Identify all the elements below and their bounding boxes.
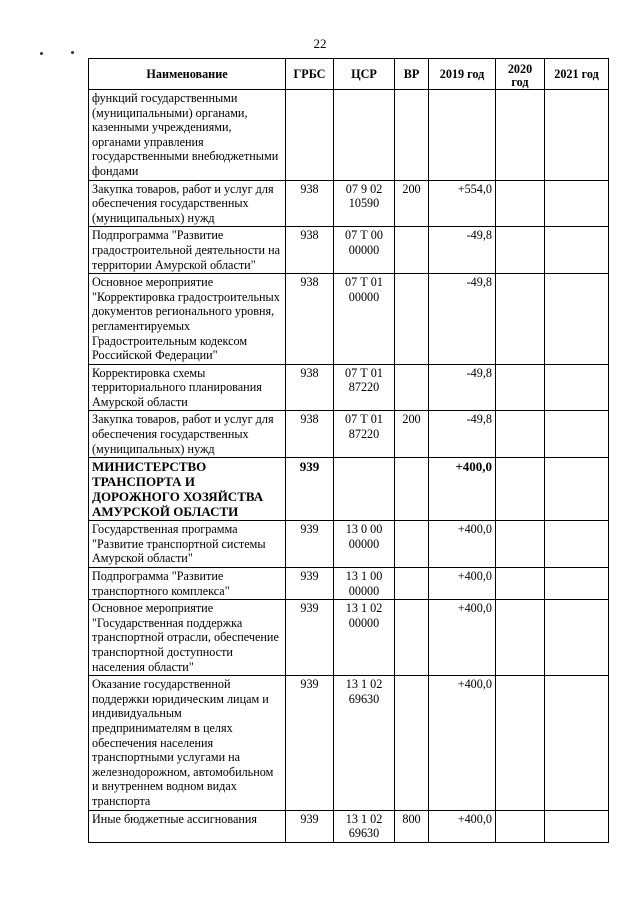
cell-2020 <box>496 90 545 181</box>
cell-grbs: 938 <box>286 364 334 411</box>
cell-vr <box>395 521 429 568</box>
table-row <box>89 364 609 411</box>
table-row <box>89 521 609 568</box>
cell-name: Подпрограмма "Развитие градостроительной деятельности на территории Амурской области" <box>89 227 286 274</box>
cell-2020 <box>496 180 545 227</box>
cell-grbs: 939 <box>286 676 334 810</box>
cell-2021 <box>545 180 609 227</box>
cell-vr: 200 <box>395 411 429 458</box>
cell-grbs: 939 <box>286 568 334 600</box>
header-2020 <box>496 59 545 90</box>
table-header-row <box>89 59 609 90</box>
cell-2021 <box>545 90 609 181</box>
cell-vr <box>395 568 429 600</box>
cell-2020 <box>496 676 545 810</box>
budget-table <box>88 58 609 843</box>
cell-csr: 07 Т 00 00000 <box>334 227 395 274</box>
cell-vr <box>395 90 429 181</box>
cell-2020 <box>496 458 545 521</box>
header-2020-line2: год <box>511 75 529 89</box>
cell-2020 <box>496 521 545 568</box>
cell-grbs <box>286 90 334 181</box>
cell-vr: 200 <box>395 180 429 227</box>
table-row <box>89 227 609 274</box>
cell-2019: +400,0 <box>429 458 496 521</box>
cell-2020 <box>496 274 545 365</box>
header-csr: ЦСР <box>334 59 395 90</box>
header-vr: ВР <box>395 59 429 90</box>
cell-2021 <box>545 458 609 521</box>
cell-2019: -49,8 <box>429 411 496 458</box>
header-grbs: ГРБС <box>286 59 334 90</box>
cell-2019: +400,0 <box>429 600 496 676</box>
cell-2019: -49,8 <box>429 364 496 411</box>
table-row <box>89 568 609 600</box>
header-name: Наименование <box>89 59 286 90</box>
table-header <box>89 59 609 90</box>
cell-csr: 13 1 00 00000 <box>334 568 395 600</box>
cell-vr <box>395 676 429 810</box>
table-row <box>89 90 609 181</box>
cell-name: Иные бюджетные ассигнования <box>89 810 286 842</box>
cell-2020 <box>496 600 545 676</box>
cell-2021 <box>545 274 609 365</box>
table-row <box>89 676 609 810</box>
cell-2021 <box>545 676 609 810</box>
cell-2021 <box>545 600 609 676</box>
cell-csr: 07 Т 01 87220 <box>334 411 395 458</box>
header-2021: 2021 год <box>545 59 609 90</box>
cell-vr <box>395 600 429 676</box>
cell-vr <box>395 227 429 274</box>
cell-2019: +400,0 <box>429 521 496 568</box>
cell-name: Основное мероприятие "Корректировка градостроительных документов регионального уровня, регламентируемых Градостроительным кодексом Российской Федерации" <box>89 274 286 365</box>
header-2020-line1: 2020 <box>507 62 533 76</box>
cell-grbs: 938 <box>286 227 334 274</box>
cell-2019: -49,8 <box>429 274 496 365</box>
cell-name: Оказание государственной поддержки юридическим лицам и индивидуальным предпринимателям в целях обеспечения населения транспортными услугами на железнодорожном, автомобильном и внутреннем водном видах транспорта <box>89 676 286 810</box>
table-row <box>89 274 609 365</box>
header-2020-text <box>498 63 542 89</box>
table-row <box>89 180 609 227</box>
cell-2021 <box>545 364 609 411</box>
cell-2021 <box>545 411 609 458</box>
cell-csr: 13 1 02 69630 <box>334 810 395 842</box>
cell-grbs: 939 <box>286 458 334 521</box>
cell-grbs: 938 <box>286 411 334 458</box>
scan-speck <box>40 52 43 55</box>
page-number: 22 <box>313 36 327 51</box>
cell-vr <box>395 458 429 521</box>
cell-name: Основное мероприятие "Государственная поддержка транспортной отрасли, обеспечение транспортной доступности населения области" <box>89 600 286 676</box>
cell-2020 <box>496 568 545 600</box>
cell-csr: 13 1 02 00000 <box>334 600 395 676</box>
cell-csr <box>334 90 395 181</box>
cell-2020 <box>496 810 545 842</box>
table-row <box>89 810 609 842</box>
cell-vr <box>395 364 429 411</box>
cell-grbs: 939 <box>286 810 334 842</box>
cell-grbs: 939 <box>286 600 334 676</box>
cell-2019 <box>429 90 496 181</box>
cell-2019: +400,0 <box>429 810 496 842</box>
cell-grbs: 938 <box>286 274 334 365</box>
cell-vr: 800 <box>395 810 429 842</box>
cell-csr <box>334 458 395 521</box>
cell-2019: +400,0 <box>429 568 496 600</box>
cell-grbs: 939 <box>286 521 334 568</box>
cell-2019: +554,0 <box>429 180 496 227</box>
cell-2019: -49,8 <box>429 227 496 274</box>
cell-name: Государственная программа "Развитие транспортной системы Амурской области" <box>89 521 286 568</box>
cell-name: Подпрограмма "Развитие транспортного комплекса" <box>89 568 286 600</box>
cell-csr: 13 0 00 00000 <box>334 521 395 568</box>
table-row <box>89 458 609 521</box>
cell-grbs: 938 <box>286 180 334 227</box>
cell-2021 <box>545 810 609 842</box>
cell-2021 <box>545 521 609 568</box>
cell-name: Закупка товаров, работ и услуг для обеспечения государственных (муниципальных) нужд <box>89 180 286 227</box>
cell-name: Закупка товаров, работ и услуг для обеспечения государственных (муниципальных) нужд <box>89 411 286 458</box>
cell-2020 <box>496 411 545 458</box>
cell-vr <box>395 274 429 365</box>
table-row <box>89 411 609 458</box>
header-2019: 2019 год <box>429 59 496 90</box>
cell-2021 <box>545 227 609 274</box>
cell-csr: 07 Т 01 00000 <box>334 274 395 365</box>
cell-csr: 07 Т 01 87220 <box>334 364 395 411</box>
cell-2019: +400,0 <box>429 676 496 810</box>
cell-csr: 13 1 02 69630 <box>334 676 395 810</box>
cell-name: функций государственными (муниципальными) органами, казенными учреждениями, органами управления государственными внебюджетными фондами <box>89 90 286 181</box>
table-body <box>89 90 609 843</box>
cell-2020 <box>496 364 545 411</box>
scan-speck <box>71 51 74 54</box>
cell-name: Корректировка схемы территориального планирования Амурской области <box>89 364 286 411</box>
table-row <box>89 600 609 676</box>
cell-csr: 07 9 02 10590 <box>334 180 395 227</box>
cell-2020 <box>496 227 545 274</box>
cell-name: МИНИСТЕРСТВО ТРАНСПОРТА И ДОРОЖНОГО ХОЗЯЙСТВА АМУРСКОЙ ОБЛАСТИ <box>89 458 286 521</box>
cell-2021 <box>545 568 609 600</box>
